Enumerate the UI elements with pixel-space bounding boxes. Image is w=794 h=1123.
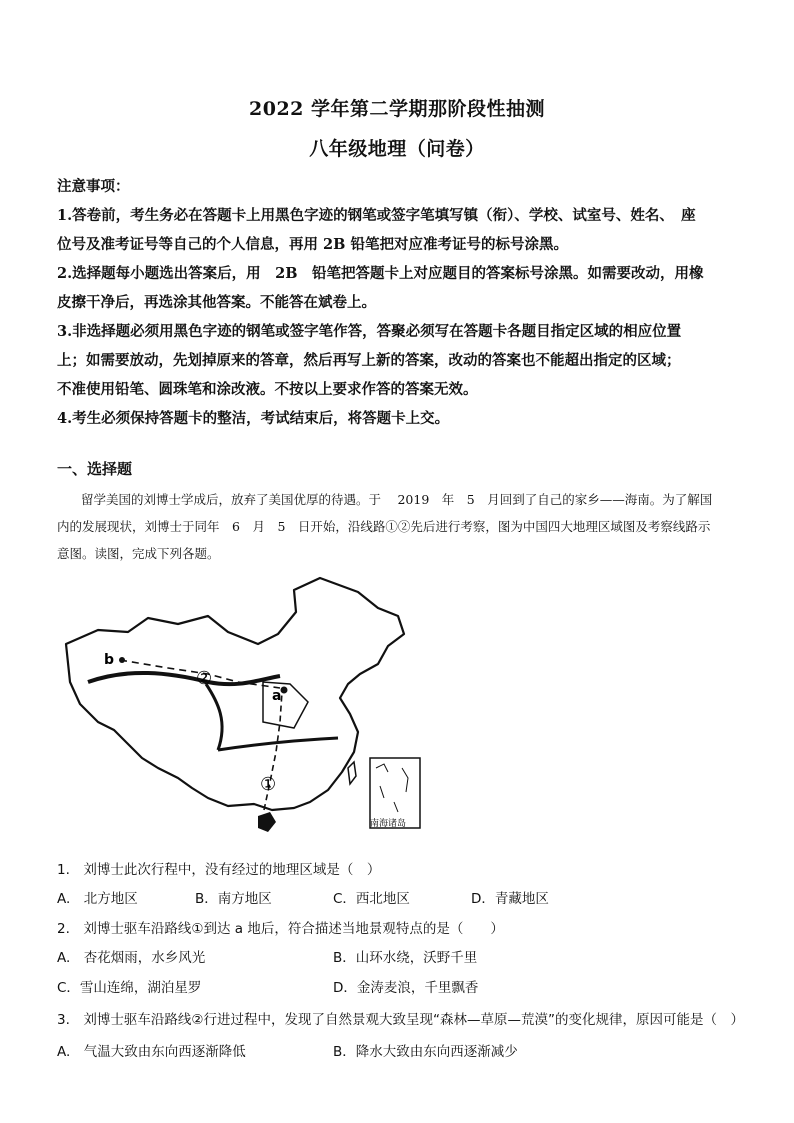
notice-line: 1.答卷前，考生务必在答题卡上用黑色字迹的钢笔或签字笔填写镇（衔）、学校、试室号、姓名、 座 bbox=[57, 207, 696, 224]
intro-line: 内的发展现状，刘博士于同年 6 月 5 日开始，沿线路①②先后进行考察，图为中国四大地理区域图及考察线路示 bbox=[57, 519, 711, 534]
notice-line: 皮擦干净后，再选涂其他答案。不能答在斌卷上。 bbox=[57, 294, 376, 311]
question-1-stem: 1. 刘博士此次行程中，没有经过的地理区域是（ ） bbox=[57, 862, 381, 878]
question-3-stem: 3. 刘博士驱车沿路线②行进过程中，发现了自然景观大致呈现“森林—草原—荒漠”的变化规律，原因可能是（ ） bbox=[57, 1012, 744, 1028]
map-label-route1: ① bbox=[260, 774, 277, 795]
q2-option-a[interactable]: A. 杏花烟雨，水乡风光 bbox=[57, 950, 206, 966]
map-figure bbox=[58, 572, 438, 842]
notice-line: 上；如需要放动，先划掉原来的答章，然后再写上新的答案，改动的答案也不能超出指定的区域； bbox=[57, 352, 681, 369]
map-label-route2: ② bbox=[196, 668, 213, 689]
exam-subtitle: 八年级地理（问卷） bbox=[309, 138, 485, 160]
q1-option-b[interactable]: B．南方地区 bbox=[195, 891, 272, 907]
notice-block bbox=[57, 172, 747, 433]
q1-option-d[interactable]: D．青藏地区 bbox=[471, 891, 549, 907]
china-outline bbox=[66, 578, 404, 810]
notice-line: 3.非选择题必须用黑色字迹的钢笔或签字笔作答，答聚必须写在答题卡各题目指定区域的相应位置 bbox=[57, 323, 682, 340]
notice-line: 4.考生必须保持答题卡的整洁，考试结束后，将答题卡上交。 bbox=[57, 410, 450, 427]
q3-option-b[interactable]: B．降水大致由东向西逐渐减少 bbox=[333, 1044, 518, 1060]
intro-line: 意图。读图，完成下列各题。 bbox=[57, 546, 220, 561]
map-label-a: a bbox=[272, 688, 282, 704]
q1-option-a[interactable]: A. 北方地区 bbox=[57, 891, 138, 907]
intro-line: 留学美国的刘博士学成后，放弃了美国优厚的待遇。于 2019 年 5 月回到了自己的家乡——海南。为了解国 bbox=[81, 492, 713, 507]
exam-title: 2022 学年第二学期那阶段性抽测 bbox=[249, 98, 545, 120]
boundary-line bbox=[206, 684, 222, 750]
point-b-marker bbox=[119, 657, 125, 663]
q1-option-c[interactable]: C．西北地区 bbox=[333, 891, 410, 907]
intro-paragraph bbox=[57, 486, 747, 567]
taiwan-island bbox=[348, 762, 356, 784]
point-a-marker bbox=[281, 687, 288, 694]
inset-frame bbox=[370, 758, 420, 828]
question-2-stem: 2. 刘博士驱车沿路线①到达 a 地后，符合描述当地景观特点的是（ ） bbox=[57, 921, 504, 937]
q2-option-b[interactable]: B．山环水绕，沃野千里 bbox=[333, 950, 478, 966]
hainan-island bbox=[258, 812, 276, 832]
boundary-line bbox=[88, 673, 280, 684]
notice-heading: 注意事项： bbox=[57, 178, 130, 195]
q2-option-c[interactable]: C．雪山连绵，湖泊星罗 bbox=[57, 980, 202, 996]
inset-label: 南海诸岛 bbox=[370, 819, 407, 829]
q3-option-a[interactable]: A. 气温大致由东向西逐渐降低 bbox=[57, 1044, 246, 1060]
q2-option-d[interactable]: D．金涛麦浪，千里飘香 bbox=[333, 980, 479, 996]
china-regions-map bbox=[58, 572, 438, 846]
notice-line: 不准使用铅笔、圆珠笔和涂改液。不按以上要求作答的答案无效。 bbox=[57, 381, 478, 398]
notice-line: 2.选择题每小题选出答案后，用 2B 铅笔把答题卡上对应题目的答案标号涂黑。如需要改动，用橡 bbox=[57, 265, 704, 282]
notice-line: 位号及准考证号等自己的个人信息，再用 2B 铅笔把对应准考证号的标号涂黑。 bbox=[57, 236, 568, 253]
section-heading: 一、选择题 bbox=[57, 460, 133, 478]
map-label-b: b bbox=[104, 652, 115, 668]
